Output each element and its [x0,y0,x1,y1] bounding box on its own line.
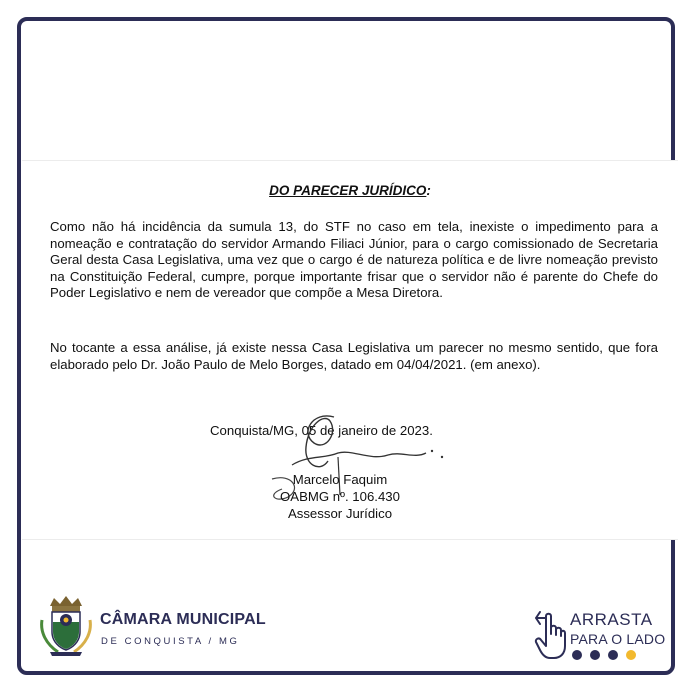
org-name: CÂMARA MUNICIPAL [100,611,266,628]
document-title: DO PARECER JURÍDICO: [269,183,431,198]
carousel-dots [572,650,662,662]
signer-registration: OABMG nº. 106.430 [280,489,400,504]
carousel-dot [590,650,600,660]
signer-role: Assessor Jurídico [287,506,393,521]
coat-of-arms-logo [36,592,96,658]
paragraph-2: No tocante a essa análise, já existe nessa Casa Legislativa um parecer no mesmo sentido, que fora elaborado pelo Dr. João Paulo de Melo Borges, datado em 04/04/2021. (em anexo). [50,340,658,372]
signature-block [270,471,410,522]
signer-name: Marcelo Faquim [292,472,388,487]
swipe-text-line-2: PARA O LADO [570,631,666,647]
swipe-hint[interactable] [532,608,672,664]
swipe-text-line-1: ARRASTA [570,610,653,629]
carousel-dot [572,650,582,660]
place-date: Conquista/MG, 05 de janeiro de 2023. [210,423,433,438]
document-page [22,160,678,540]
swipe-hand-icon [532,608,568,660]
paragraph-1: Como não há incidência da sumula 13, do STF no caso em tela, inexiste o impedimento para a nomeação e contratação do servidor Armando Filiaci Júnior, para o cargo comissionado de Secretaria Geral desta Casa Legislativa, uma vez que o cargo é de natureza política e de livre nomeação previsto na Constituição Federal, cumpre, porque importante frisar que o servidor não é parente do Chefe do Poder Legislativo e nem de vereador que compõe a Mesa Diretora. [50,219,658,301]
carousel-dot-active [626,650,636,660]
carousel-dot [608,650,618,660]
org-city: DE CONQUISTA / MG [101,636,240,647]
